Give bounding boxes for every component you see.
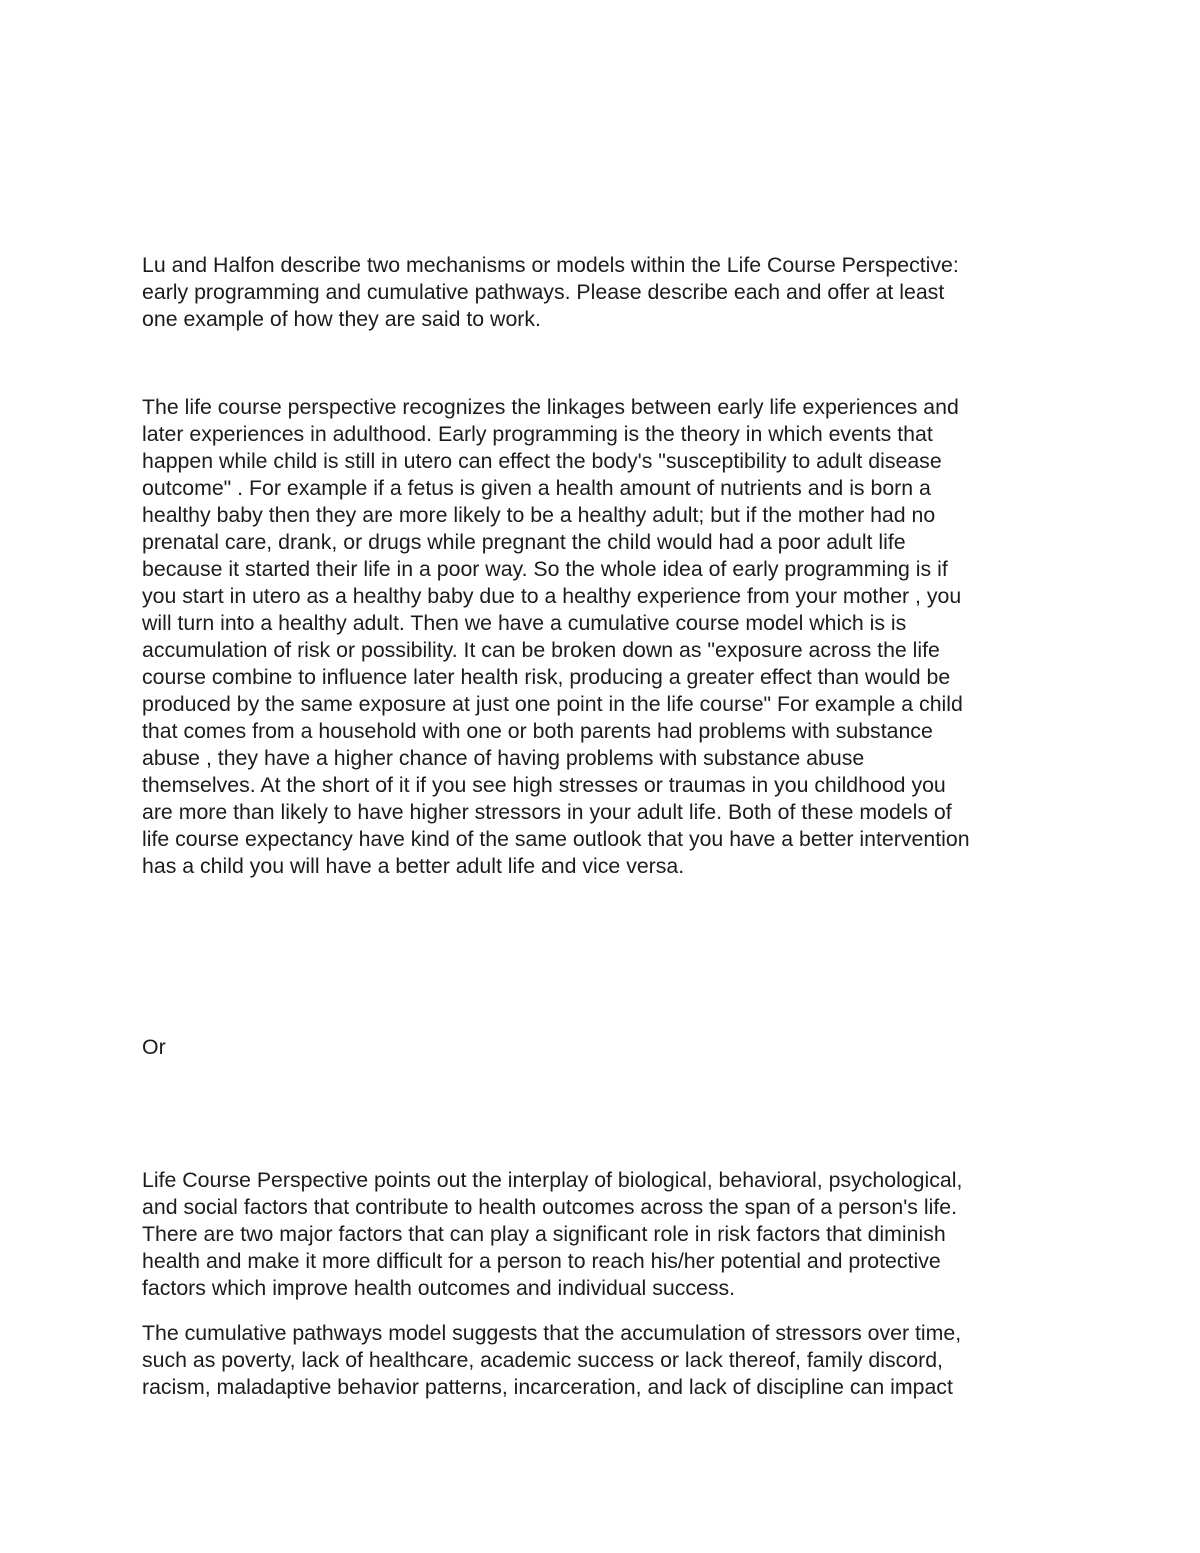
question-paragraph: Lu and Halfon describe two mechanisms or models within the Life Course Perspective: early programming and cumulative pathways. Please describe each and offer at least one example of how they are said to work. — [142, 253, 959, 331]
answer-paragraph-2b: The cumulative pathways model suggests that the accumulation of stressors over time, such as poverty, lack of healthcare, academic success or lack thereof, family discord, racism, maladaptive behavior patterns, incarceration, and lack of discipline can impact — [142, 1321, 962, 1399]
answer-paragraph-2a: Life Course Perspective points out the interplay of biological, behavioral, psychological, and social factors that contribute to health outcomes across the span of a person's life. There are two major factors that can play a significant role in risk factors that diminish health and make it more difficult for a person to reach his/her potential and protective factors which improve health outcomes and individual success. — [142, 1168, 963, 1300]
answer-paragraph-1: The life course perspective recognizes the linkages between early life experiences and later experiences in adulthood. Early programming is the theory in which events that happen while child is still in utero can effect the body's "susceptibility to adult disease outcome" . For example if a fetus is given a health amount of nutrients and is born a healthy baby then they are more likely to be a healthy adult; but if the mother had no prenatal care, drank, or drugs while pregnant the child would had a poor adult life because it started their life in a poor way. So the whole idea of early programming is if you start in utero as a healthy baby due to a healthy experience from your mother , you will turn into a healthy adult. Then we have a cumulative course model which is is accumulation of risk or possibility. It can be broken down as "exposure across the life course combine to influence later health risk, producing a greater effect than would be produced by the same exposure at just one point in the life course" For example a child that comes from a household with one or both parents had problems with substance abuse , they have a higher chance of having problems with substance abuse themselves. At the short of it if you see high stresses or traumas in you childhood you are more than likely to have higher stressors in your adult life. Both of these models of life course expectancy have kind of the same outlook that you have a better intervention has a child you will have a better adult life and vice versa. — [142, 395, 970, 878]
or-separator: Or — [142, 1035, 166, 1059]
